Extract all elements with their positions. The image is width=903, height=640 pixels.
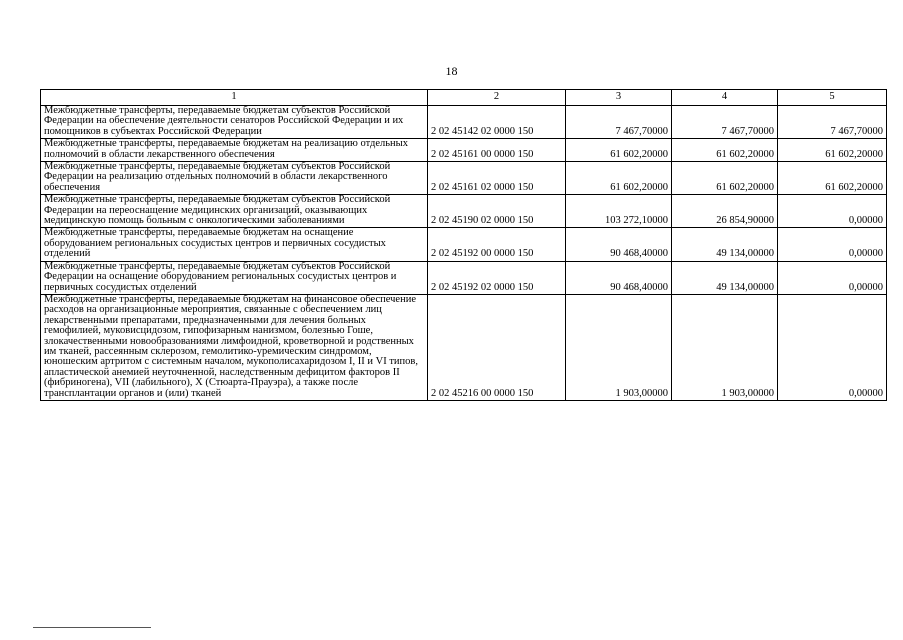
row-value-col5: 0,00000: [778, 261, 887, 294]
table-row: [41, 106, 887, 139]
row-value-col3: 61 602,20000: [566, 162, 672, 195]
row-value-col5: 0,00000: [778, 294, 887, 400]
row-code: 2 02 45192 00 0000 150: [428, 228, 566, 261]
column-header-4: 4: [672, 90, 778, 106]
column-header-2: 2: [428, 90, 566, 106]
row-value-col4: 1 903,00000: [672, 294, 778, 400]
row-value-col3: 1 903,00000: [566, 294, 672, 400]
row-code: 2 02 45192 02 0000 150: [428, 261, 566, 294]
row-value-col3: 90 468,40000: [566, 228, 672, 261]
row-value-col3: 103 272,10000: [566, 195, 672, 228]
row-code: 2 02 45190 02 0000 150: [428, 195, 566, 228]
row-description: Межбюджетные трансферты, передаваемые бюджетам на реализацию отдельных полномочий в области лекарственного обеспечения: [41, 139, 428, 162]
table-row: [41, 294, 887, 400]
row-description: Межбюджетные трансферты, передаваемые бюджетам субъектов Российской Федерации на обеспечение деятельности сенаторов Российской Федерации и их помощников в субъектах Российской Федерации: [41, 106, 428, 139]
row-value-col4: 7 467,70000: [672, 106, 778, 139]
row-description: Межбюджетные трансферты, передаваемые бюджетам на финансовое обеспечение расходов на организационные мероприятия, связанные с обеспечением лиц лекарственными препаратами, предназначенными для лечения больных гемофилией, муковисцидозом, гипофизарным нанизмом, болезнью Гоше, злокачественными новообразованиями лимфоидной, кроветворной и родственных им тканей, рассеянным склерозом, гемолитико-уремическим синдромом, юношеским артритом с системным началом, мукополисахаридозом I, II и VI типов, апластической анемией неуточненной, наследственным дефицитом факторов II (фибриногена), VII (лабильного), X (Стюарта-Прауэра), а также после трансплантации органов и (или) тканей: [41, 294, 428, 400]
footnote-divider: [33, 627, 151, 628]
row-value-col4: 61 602,20000: [672, 162, 778, 195]
table-row: [41, 261, 887, 294]
row-value-col4: 49 134,00000: [672, 228, 778, 261]
row-code: 2 02 45142 02 0000 150: [428, 106, 566, 139]
table-row: [41, 139, 887, 162]
column-header-3: 3: [566, 90, 672, 106]
table-row: [41, 228, 887, 261]
row-value-col5: 0,00000: [778, 195, 887, 228]
header-row: [41, 90, 887, 106]
row-value-col3: 61 602,20000: [566, 139, 672, 162]
row-value-col4: 26 854,90000: [672, 195, 778, 228]
row-description: Межбюджетные трансферты, передаваемые бюджетам субъектов Российской Федерации на переоснащение медицинских организаций, оказывающих медицинскую помощь больным с онкологическими заболеваниями: [41, 195, 428, 228]
row-value-col4: 49 134,00000: [672, 261, 778, 294]
column-header-5: 5: [778, 90, 887, 106]
row-value-col3: 90 468,40000: [566, 261, 672, 294]
row-value-col5: 7 467,70000: [778, 106, 887, 139]
row-description: Межбюджетные трансферты, передаваемые бюджетам на оснащение оборудованием региональных сосудистых центров и первичных сосудистых отделений: [41, 228, 428, 261]
row-value-col4: 61 602,20000: [672, 139, 778, 162]
page-number: 18: [445, 64, 458, 78]
row-code: 2 02 45161 00 0000 150: [428, 139, 566, 162]
table-row: [41, 195, 887, 228]
row-value-col3: 7 467,70000: [566, 106, 672, 139]
row-value-col5: 0,00000: [778, 228, 887, 261]
budget-table: [40, 89, 887, 401]
column-header-1: 1: [41, 90, 428, 106]
row-value-col5: 61 602,20000: [778, 139, 887, 162]
row-code: 2 02 45161 02 0000 150: [428, 162, 566, 195]
row-description: Межбюджетные трансферты, передаваемые бюджетам субъектов Российской Федерации на реализацию отдельных полномочий в области лекарственного обеспечения: [41, 162, 428, 195]
table-row: [41, 162, 887, 195]
row-description: Межбюджетные трансферты, передаваемые бюджетам субъектов Российской Федерации на оснащение оборудованием региональных сосудистых центров и первичных сосудистых отделений: [41, 261, 428, 294]
row-value-col5: 61 602,20000: [778, 162, 887, 195]
row-code: 2 02 45216 00 0000 150: [428, 294, 566, 400]
